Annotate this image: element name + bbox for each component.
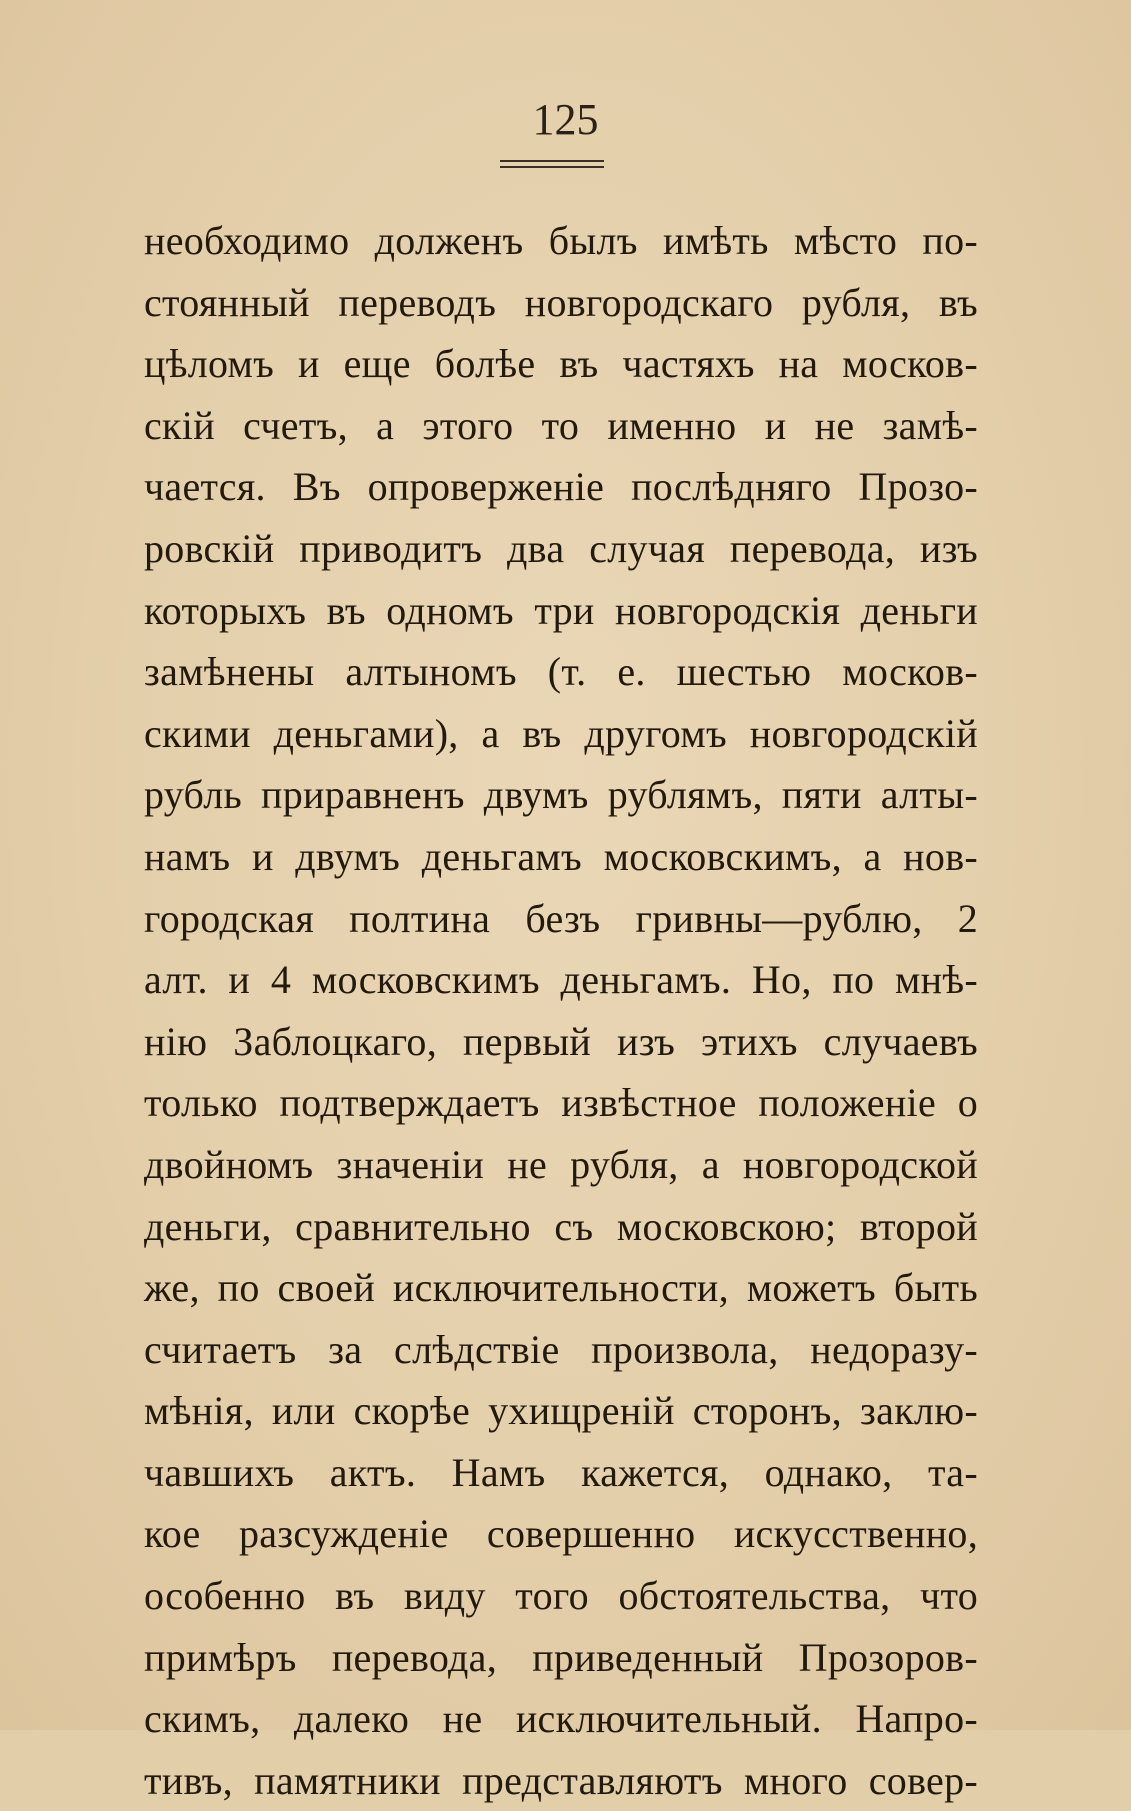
text-line: намъ и двумъ деньгамъ московскимъ, а нов- — [144, 833, 978, 879]
body-text — [144, 210, 978, 1811]
text-line: деньги, сравнительно съ московскою; второй — [144, 1203, 978, 1249]
text-line: тивъ, памятники представляютъ много совер- — [144, 1757, 978, 1803]
text-line: чавшихъ актъ. Намъ кажется, однако, та- — [144, 1449, 978, 1495]
text-line: скимъ, далеко не исключительный. Напро- — [144, 1696, 978, 1742]
text-line: алт. и 4 московскимъ деньгамъ. Но, по мнѣ- — [144, 957, 978, 1003]
text-line: считаетъ за слѣдствіе произвола, недоразу- — [144, 1326, 978, 1372]
text-line: замѣнены алтыномъ (т. е. шестью москов- — [144, 649, 978, 695]
text-line: особенно въ виду того обстоятельства, что — [144, 1573, 978, 1619]
text-line: же, по своей исключительности, можетъ быть — [144, 1265, 978, 1311]
text-line: примѣръ перевода, приведенный Прозоров- — [144, 1634, 978, 1680]
text-line: необходимо долженъ былъ имѣть мѣсто по- — [144, 218, 978, 263]
text-line: городская полтина безъ гривны—рублю, 2 — [144, 895, 978, 941]
text-line: кое разсужденіе совершенно искусственно, — [144, 1511, 978, 1557]
text-line: которыхъ въ одномъ три новгородскія деньги — [144, 587, 978, 633]
text-line: рубль приравненъ двумъ рублямъ, пяти алты- — [144, 772, 978, 818]
text-line: цѣломъ и еще болѣе въ частяхъ на москов- — [144, 341, 978, 387]
text-line: скій счетъ, а этого то именно и не замѣ- — [144, 402, 978, 448]
text-line: двойномъ значеніи не рубля, а новгородской — [144, 1141, 978, 1187]
text-line: только подтверждаетъ извѣстное положеніе о — [144, 1080, 978, 1126]
page-number: 125 — [532, 95, 599, 144]
header-rule-bottom — [500, 166, 604, 168]
text-line: стоянный переводъ новгородскаго рубля, въ — [144, 279, 978, 325]
text-line: ровскій приводитъ два случая перевода, изъ — [144, 525, 978, 571]
header-rule-top — [500, 160, 604, 162]
text-line: чается. Въ опроверженіе послѣдняго Прозо- — [144, 464, 978, 510]
text-line: мѣнія, или скорѣе ухищреній сторонъ, заклю- — [144, 1388, 978, 1434]
text-line: нію Заблоцкаго, первый изъ этихъ случаевъ — [144, 1018, 978, 1064]
text-line: скими деньгами), а въ другомъ новгородскій — [144, 710, 978, 756]
